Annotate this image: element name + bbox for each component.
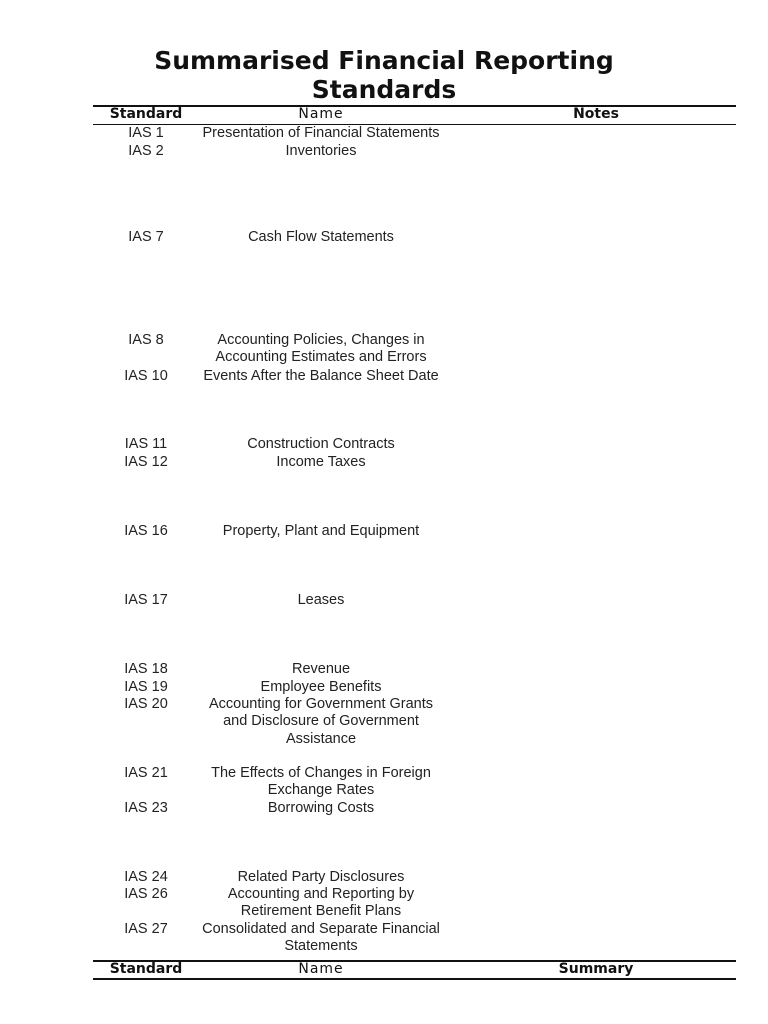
- standard-name-line: Statements: [284, 938, 358, 955]
- standard-name-line: Leases: [297, 592, 345, 608]
- standard-code: IAS 20: [124, 696, 168, 712]
- column-header-name: Name: [298, 106, 344, 122]
- footer-bottom-rule: [93, 978, 736, 980]
- standard-code: IAS 24: [124, 869, 168, 885]
- column-header-standard: Standard: [109, 106, 183, 122]
- standard-name-line: Assistance: [285, 730, 357, 747]
- standard-code: IAS 8: [128, 332, 164, 348]
- standard-name-line: Accounting Policies, Changes in: [217, 332, 425, 348]
- footer-header-name: Name: [298, 961, 344, 977]
- standard-code: IAS 18: [124, 661, 168, 677]
- standard-name-line: Revenue: [291, 661, 351, 677]
- standard-code: IAS 19: [124, 679, 168, 695]
- standard-name-line: and Disclosure of Government: [223, 713, 419, 730]
- standard-name-line: Retirement Benefit Plans: [240, 903, 402, 920]
- standard-name-line: Borrowing Costs: [267, 800, 375, 816]
- standard-code: IAS 2: [128, 143, 164, 159]
- standard-code: IAS 23: [124, 800, 168, 816]
- standard-name-line: Accounting Estimates and Errors: [215, 349, 427, 366]
- standard-name-line: Construction Contracts: [247, 436, 395, 452]
- standard-code: IAS 11: [124, 436, 168, 452]
- standard-name-line: Inventories: [285, 143, 357, 159]
- standard-code: IAS 21: [124, 765, 168, 781]
- standard-code: IAS 10: [124, 368, 168, 384]
- standard-code: IAS 27: [124, 921, 168, 937]
- standard-name-line: Cash Flow Statements: [248, 229, 394, 245]
- standard-name-line: Employee Benefits: [260, 679, 382, 695]
- standard-code: IAS 16: [124, 523, 168, 539]
- standard-name-line: The Effects of Changes in Foreign: [211, 765, 431, 781]
- footer-header-standard: Standard: [109, 961, 183, 977]
- standard-code: IAS 17: [124, 592, 168, 608]
- title-line-2: Standards: [311, 75, 457, 104]
- standard-name-line: Presentation of Financial Statements: [202, 125, 440, 141]
- standard-name-line: Accounting and Reporting by: [227, 886, 415, 902]
- standard-name-line: Accounting for Government Grants: [208, 696, 434, 712]
- standard-code: IAS 26: [124, 886, 168, 902]
- footer-header-summary: Summary: [558, 961, 634, 977]
- standard-name-line: Consolidated and Separate Financial: [202, 921, 440, 937]
- standard-name-line: Events After the Balance Sheet Date: [203, 368, 439, 384]
- title-line-1: Summarised Financial Reporting: [154, 46, 614, 75]
- standard-name-line: Income Taxes: [276, 454, 366, 470]
- standard-code: IAS 7: [128, 229, 164, 245]
- column-header-notes: Notes: [573, 106, 619, 122]
- standard-name-line: Exchange Rates: [267, 782, 375, 799]
- standard-code: IAS 12: [124, 454, 168, 470]
- standard-name-line: Property, Plant and Equipment: [222, 523, 420, 539]
- standard-name-line: Related Party Disclosures: [237, 869, 405, 885]
- standard-code: IAS 1: [128, 125, 164, 141]
